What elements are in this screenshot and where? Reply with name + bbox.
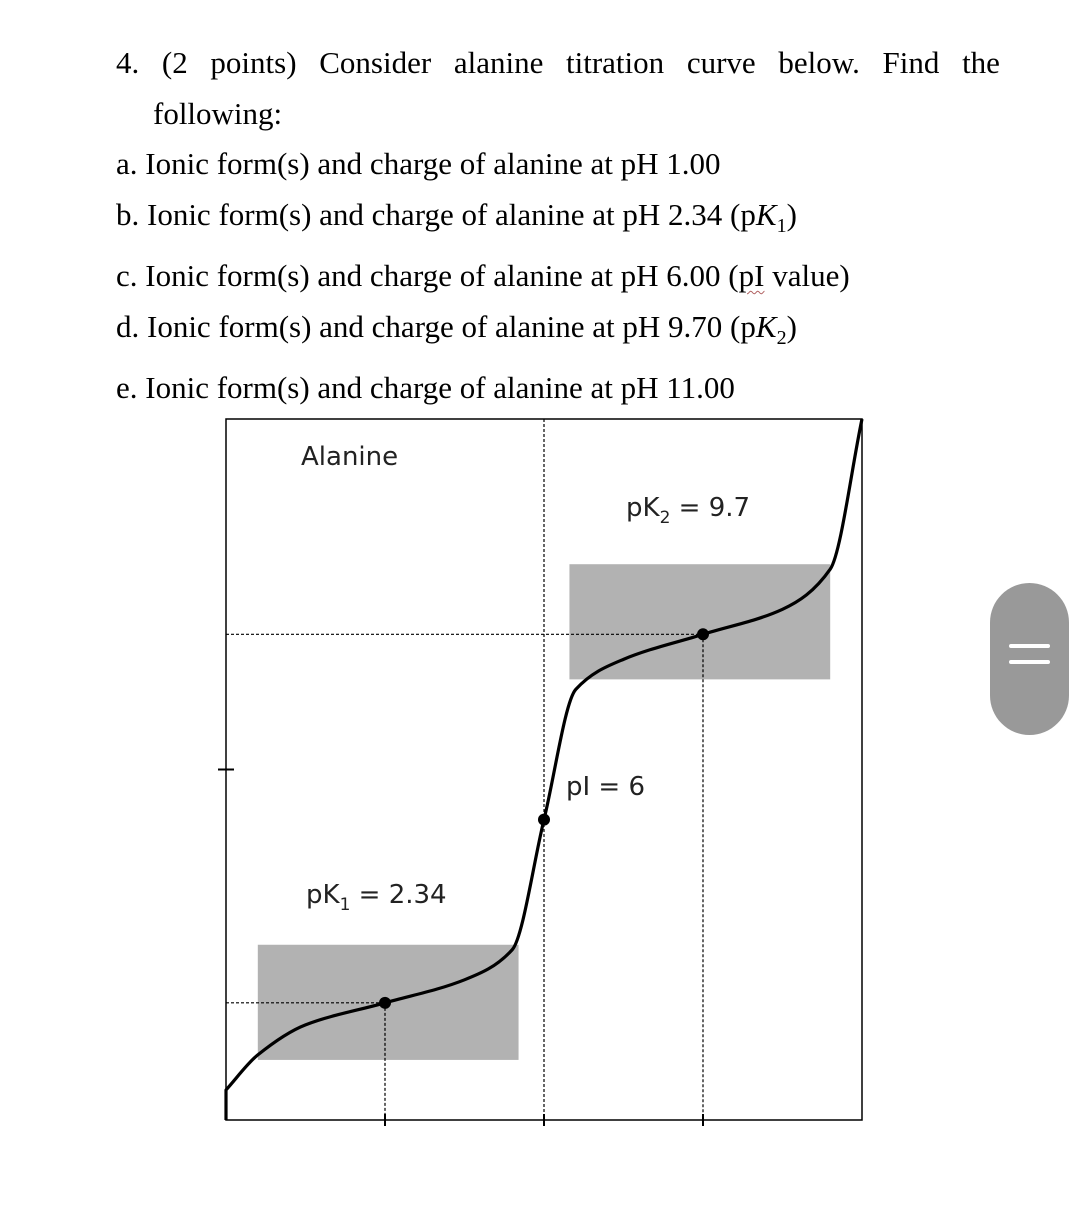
intro-word: titration: [566, 45, 665, 80]
intro-word: curve: [686, 45, 756, 80]
grip-line-icon: [1009, 660, 1050, 664]
question-item-c: c. Ionic form(s) and charge of alanine at pH 6.00 (pI value): [116, 258, 850, 294]
question-intro-continued: following:: [153, 95, 283, 131]
grip-line-icon: [1009, 644, 1050, 648]
intro-word: points): [210, 45, 297, 80]
question-item-d: d. Ionic form(s) and charge of alanine at pH 9.70 $(pK_2)$: [116, 308, 797, 349]
intro-word: (2: [161, 45, 188, 80]
intro-word: Consider: [319, 45, 432, 80]
scroll-handle[interactable]: [990, 583, 1069, 735]
question-item-b: b. Ionic form(s) and charge of alanine at pH 2.34 $(pK_1)$: [116, 196, 797, 237]
intro-word: Find: [882, 45, 940, 80]
intro-word: alanine: [453, 45, 544, 80]
intro-word: 4.: [116, 45, 140, 80]
intro-word: the: [962, 45, 1000, 80]
pk2-label: $pK_2 = 9.7$: [626, 493, 751, 528]
pk2-point: [697, 628, 709, 640]
question-item-e: e. Ionic form(s) and charge of alanine at pH 11.00: [116, 370, 735, 406]
question-item-a: a. Ionic form(s) and charge of alanine at pH 1.00: [116, 146, 721, 181]
pi-label: pI = 6: [566, 772, 646, 802]
buffer-region: [569, 564, 830, 679]
pk1-point: [379, 997, 391, 1009]
pk1-label: $pK_1 = 2.34$: [306, 880, 447, 915]
pi-point: [538, 814, 550, 826]
intro-word: below.: [778, 45, 860, 80]
chart-title: Alanine: [301, 442, 399, 472]
